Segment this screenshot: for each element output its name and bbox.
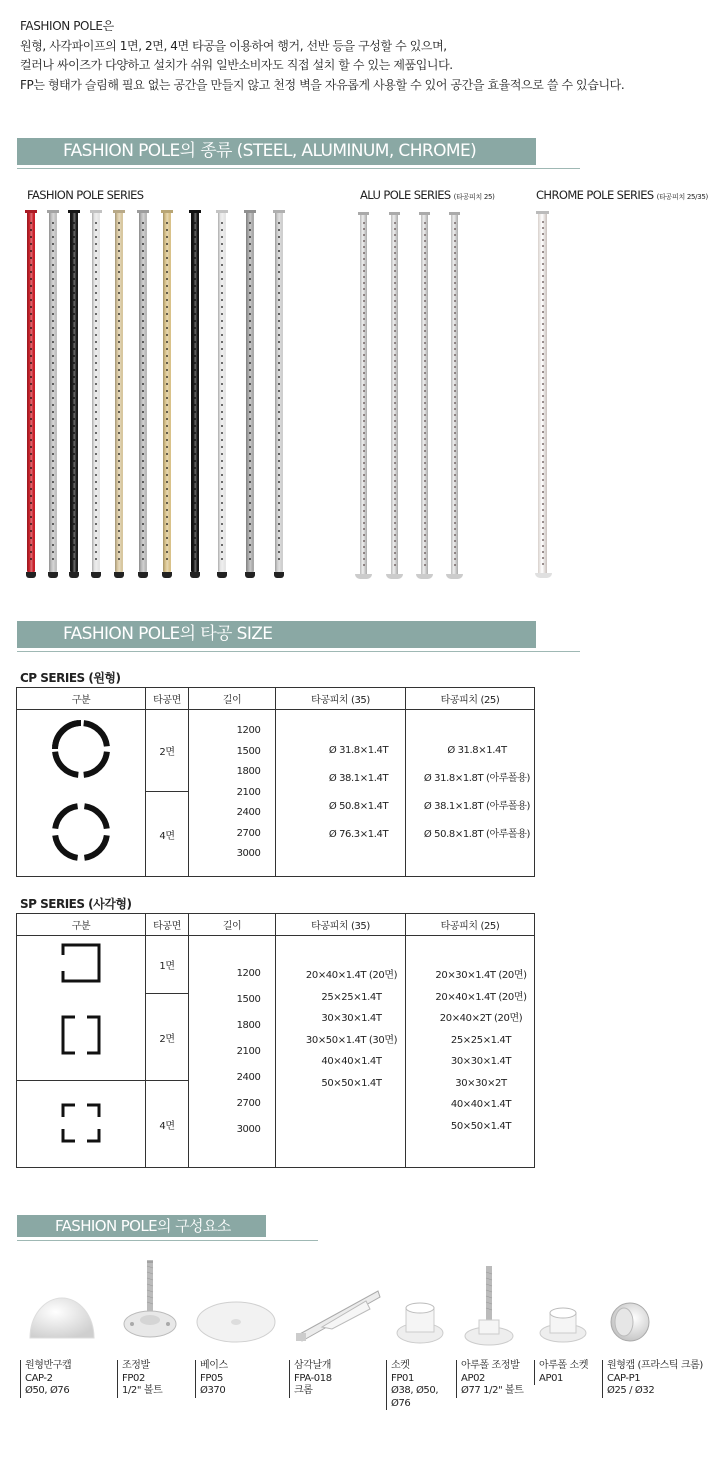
- col-header: 타공피치 (25): [406, 914, 535, 936]
- pitch35-cell: [276, 936, 406, 1168]
- fashion-pole-image: [191, 212, 199, 572]
- pitch-value: Ø 50.8×1.4T: [328, 801, 389, 812]
- fashion-pole-image: [163, 212, 171, 572]
- pitch-value: Ø 50.8×1.8T (아루폴용): [423, 829, 531, 840]
- fashion-pole-image: [115, 212, 123, 572]
- intro-line: FASHION POLE은: [20, 19, 114, 33]
- length-value: 1500: [236, 993, 261, 1005]
- divider: [17, 651, 580, 652]
- pitch-value: Ø 76.3×1.4T: [328, 829, 389, 840]
- face-4: 4면: [146, 792, 189, 877]
- fashion-pole-series-label: FASHION POLE SERIES: [27, 188, 144, 202]
- lengths-cell: [189, 710, 276, 877]
- pitch-value: 20×40×1.4T (20면): [305, 970, 398, 981]
- pitch-value: 30×50×1.4T (30면): [305, 1034, 398, 1046]
- col-header: 타공피치 (35): [276, 914, 406, 936]
- pitch-value: 20×30×1.4T (20면): [435, 970, 527, 981]
- fashion-pole-image: [27, 212, 35, 572]
- pitch-value: Ø 31.8×1.4T: [328, 745, 389, 756]
- pitch-value: 50×50×1.4T: [450, 1120, 512, 1132]
- square-2face-icon: [17, 994, 146, 1081]
- divider: [17, 168, 580, 169]
- intro-line: 원형, 사각파이프의 1면, 2면, 4면 타공을 이용하여 행거, 선반 등을 구성할 수 있으며,: [20, 38, 447, 53]
- intro-text: [20, 17, 624, 95]
- alu-pole-image: [421, 214, 428, 574]
- hemisphere-cap-image: [28, 1290, 96, 1342]
- fashion-pole-image: [70, 212, 78, 572]
- col-header: 구분: [17, 914, 146, 936]
- pitch-value: 30×30×1.4T: [321, 1013, 382, 1024]
- alu-pole-image: [360, 214, 367, 574]
- circle-2face-icon: [17, 710, 146, 792]
- component-label: 소켓 FP01 Ø38, Ø50, Ø76: [386, 1360, 438, 1410]
- length-value: 2100: [236, 1045, 261, 1057]
- length-value: 1500: [236, 745, 261, 757]
- round-cap-image: [608, 1300, 652, 1344]
- fashion-pole-image: [275, 212, 283, 572]
- alu-pole-image: [451, 214, 458, 574]
- section-banner-components: FASHION POLE의 구성요소: [17, 1215, 266, 1237]
- col-header: 타공면: [146, 914, 189, 936]
- col-header: 길이: [189, 688, 276, 710]
- component-label: 삼각날개 FPA-018 크롬: [289, 1360, 332, 1398]
- face-2: 2면: [146, 710, 189, 792]
- length-value: 2100: [236, 786, 261, 798]
- length-value: 2700: [236, 827, 261, 839]
- pitch-value: Ø 31.8×1.4T: [447, 745, 507, 756]
- col-header: 타공피치 (35): [276, 688, 406, 710]
- length-value: 3000: [236, 848, 261, 860]
- component-label: 원형캡 (프라스틱 크롬) CAP-P1 Ø25 / Ø32: [602, 1360, 703, 1398]
- alu-pole-image: [391, 214, 398, 574]
- sp-series-title: SP SERIES (사각형): [20, 897, 132, 911]
- fashion-pole-image: [139, 212, 147, 572]
- intro-line: FP는 형태가 슬림해 필요 없는 공간을 만들지 않고 천정 벽을 자유롭게 사용할 수 있어 공간을 효율적으로 쓸 수 있습니다.: [20, 77, 625, 92]
- adjuster-foot-image: [122, 1258, 178, 1342]
- component-label: 베이스 FP05 Ø370: [195, 1360, 228, 1398]
- base-plate-image: [195, 1300, 277, 1344]
- component-label: 원형반구캡 CAP-2 Ø50, Ø76: [20, 1360, 71, 1398]
- pitch-value: 40×40×1.4T: [450, 1099, 512, 1110]
- length-value: 1800: [236, 766, 261, 778]
- face-4: 4면: [146, 1081, 189, 1168]
- length-value: 3000: [236, 1123, 261, 1135]
- pitch-value: 25×25×1.4T: [321, 991, 382, 1003]
- circle-4face-icon: [17, 792, 146, 877]
- cp-series-title: CP SERIES (원형): [20, 671, 121, 685]
- alu-pole-series-label: ALU POLE SERIES (타공피치 25): [360, 188, 495, 202]
- lengths-cell: [189, 936, 276, 1168]
- length-value: 1800: [236, 1019, 261, 1031]
- pitch-value: Ø 38.1×1.4T: [328, 773, 389, 784]
- pitch-value: Ø 38.1×1.8T (아루폴용): [423, 801, 531, 812]
- triangle-bracket-image: [292, 1285, 384, 1345]
- section-banner-types: FASHION POLE의 종류 (STEEL, ALUMINUM, CHROME): [17, 138, 536, 165]
- component-label: 아루폴 소켓 AP01: [534, 1360, 588, 1385]
- pitch25-cell: [406, 710, 535, 877]
- chrome-pole-series-label: CHROME POLE SERIES (타공피치 25/35): [536, 188, 708, 202]
- chrome-pole-image: [538, 213, 547, 573]
- sp-series-table: [16, 913, 535, 1168]
- col-header: 타공피치 (25): [406, 688, 535, 710]
- face-1: 1면: [146, 936, 189, 994]
- divider: [17, 1240, 318, 1241]
- pitch-value: 30×30×1.4T: [450, 1056, 512, 1067]
- face-2: 2면: [146, 994, 189, 1081]
- socket-image: [395, 1300, 445, 1346]
- col-header: 구분: [17, 688, 146, 710]
- pitch35-cell: [276, 710, 406, 877]
- fashion-pole-image: [49, 212, 57, 572]
- section-banner-hole-size: FASHION POLE의 타공 SIZE: [17, 621, 536, 648]
- pitch-value: 25×25×1.4T: [450, 1034, 512, 1046]
- length-value: 2700: [236, 1097, 261, 1109]
- pitch-value: 50×50×1.4T: [321, 1077, 382, 1089]
- pitch-value: 40×40×1.4T: [321, 1056, 382, 1067]
- length-value: 1200: [236, 967, 261, 979]
- cp-series-table: [16, 687, 535, 877]
- fashion-pole-image: [246, 212, 254, 572]
- square-4face-icon: [17, 1081, 146, 1168]
- intro-line: 컬러나 싸이즈가 다양하고 설치가 쉬워 일반소비자도 직접 설치 할 수 있는 제품입니다.: [20, 58, 453, 72]
- length-value: 2400: [236, 1071, 261, 1083]
- pitch25-cell: [406, 936, 535, 1168]
- fashion-pole-image: [218, 212, 226, 572]
- pitch-value: 20×40×1.4T (20면): [435, 991, 527, 1003]
- alu-socket-image: [538, 1303, 588, 1345]
- length-value: 2400: [236, 807, 261, 819]
- length-value: 1200: [236, 725, 261, 737]
- alu-adjuster-foot-image: [462, 1264, 516, 1348]
- pitch-value: Ø 31.8×1.8T (아루폴용): [423, 773, 531, 784]
- pitch-value: 20×40×2T (20면): [439, 1013, 523, 1024]
- pitch-value: 30×30×2T: [455, 1077, 507, 1089]
- component-label: 아루폴 조정발 AP02 Ø77 1/2" 볼트: [456, 1360, 524, 1398]
- col-header: 타공면: [146, 688, 189, 710]
- col-header: 길이: [189, 914, 276, 936]
- fashion-pole-image: [92, 212, 100, 572]
- square-1face-icon: [17, 936, 146, 994]
- component-label: 조정발 FP02 1/2" 볼트: [117, 1360, 162, 1398]
